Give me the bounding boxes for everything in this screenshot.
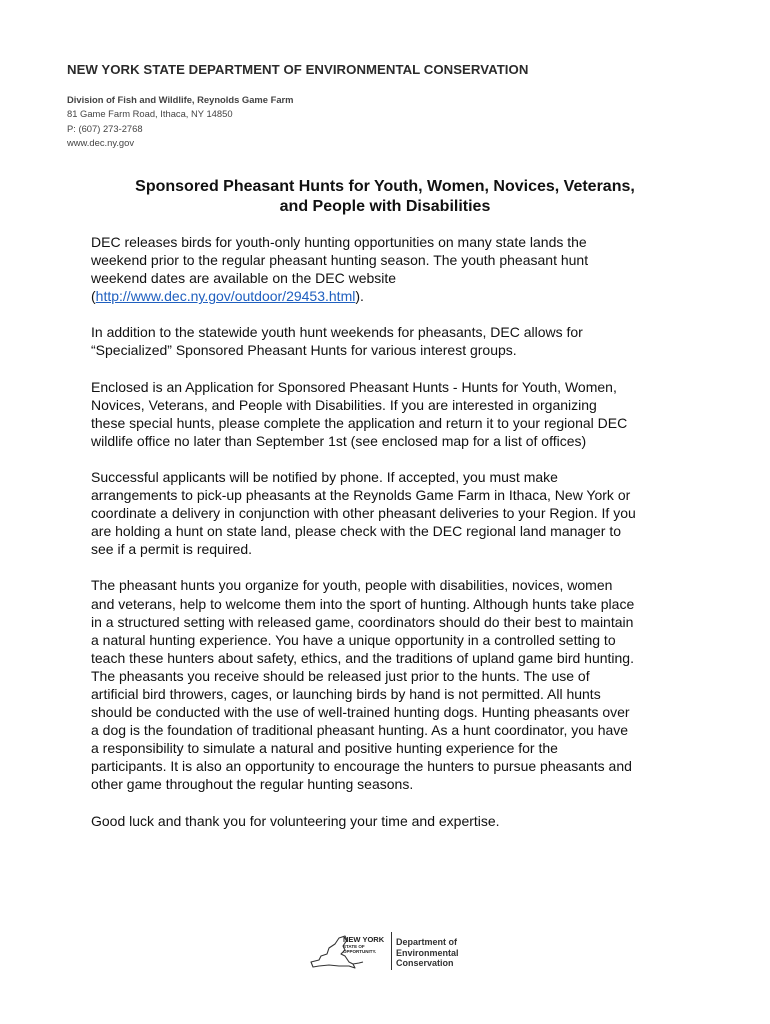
dec-footer-logo: [309, 930, 469, 974]
text-line: should be conducted with the use of well-trained hunting dogs. Hunting pheasants over: [91, 704, 630, 721]
text-line: a dog is the foundation of traditional pheasant hunting. As a hunt coordinator, you have: [91, 722, 629, 739]
text-line: weekend prior to the regular pheasant hunting season. The youth pheasant hunt: [91, 252, 589, 269]
dec-wordmark-line: Conservation: [396, 958, 454, 969]
paragraph-hunt-guidelines: [91, 576, 691, 793]
text-line: a natural hunting experience. You have a unique opportunity in a controlled setting to: [91, 631, 616, 648]
text-line: Good luck and thank you for volunteering your time and expertise.: [91, 812, 500, 829]
paragraph-closing: [91, 812, 691, 830]
division-name: Division of Fish and Wildlife, Reynolds Game Farm: [67, 94, 294, 105]
document-title: [90, 177, 680, 217]
text-line: The pheasant hunts you organize for youth, people with disabilities, novices, women: [91, 577, 613, 594]
text-line: The pheasants you receive should be released just prior to the hunts. The use of: [91, 667, 590, 684]
text-line: “Specialized” Sponsored Pheasant Hunts for various interest groups.: [91, 342, 517, 359]
title-line-2: and People with Disabilities: [279, 198, 491, 215]
website-text: www.dec.ny.gov: [67, 137, 135, 149]
paragraph-youth-hunts: [91, 233, 691, 305]
paren-close: ).: [355, 288, 364, 305]
text-line: wildlife office no later than September 1st (see enclosed map for a list of offices): [91, 432, 587, 449]
text-line: are holding a hunt on state land, please check with the DEC regional land manager to: [91, 523, 622, 540]
contact-block: [67, 93, 294, 151]
text-line: In addition to the statewide youth hunt weekends for pheasants, DEC allows for: [91, 324, 583, 341]
dec-wordmark-line: Department of: [396, 937, 458, 947]
logo-divider: [391, 932, 392, 970]
ny-state-wordmark: [343, 936, 384, 954]
phone-number: P: (607) 273-2768: [67, 122, 143, 134]
text-line: Novices, Veterans, and People with Disabilities. If you are interested in organizing: [91, 396, 597, 413]
text-line: arrangements to pick-up pheasants at the Reynolds Game Farm in Ithaca, New York or: [91, 487, 631, 504]
dec-website-link[interactable]: http://www.dec.ny.gov/outdoor/29453.html: [95, 288, 356, 305]
text-line: coordinate a delivery in conjunction with other pheasant deliveries to your Region. If you: [91, 505, 636, 522]
text-line: weekend dates are available on the DEC website: [91, 270, 397, 287]
text-line: participants. It is also an opportunity to encourage the hunters to pursue pheasants and: [91, 758, 632, 775]
text-line: see if a permit is required.: [91, 541, 253, 558]
text-line: a responsibility to simulate a natural and positive hunting experience for the: [91, 740, 558, 757]
agency-name: NEW YORK STATE DEPARTMENT OF ENVIRONMENTAL CONSERVATION: [67, 62, 529, 77]
text-line: Successful applicants will be notified by phone. If accepted, you must make: [91, 468, 558, 485]
text-line: and veterans, help to welcome them into the sport of hunting. Although hunts take place: [91, 595, 635, 612]
ny-wordmark-line: OPPORTUNITY.: [343, 949, 377, 954]
dec-wordmark-line: Environmental: [396, 947, 459, 958]
text-line: Enclosed is an Application for Sponsored Pheasant Hunts - Hunts for Youth, Women,: [91, 378, 617, 395]
paren-open: (: [91, 288, 96, 305]
document-body: [91, 233, 691, 848]
title-line-1: Sponsored Pheasant Hunts for Youth, Women, Novices, Veterans,: [135, 178, 635, 195]
text-line: teach these hunters about safety, ethics, and the traditions of upland game bird hunting.: [91, 649, 634, 666]
ny-wordmark-line: NEW YORK: [343, 935, 385, 944]
paragraph-specialized-hunts: [91, 323, 691, 359]
paragraph-application: [91, 378, 691, 450]
text-line: [91, 287, 691, 305]
text-line: these special hunts, please complete the application and return it to your regional DEC: [91, 414, 628, 431]
dec-wordmark: [396, 937, 459, 969]
text-line: in a structured setting with released game, coordinators should do their best to maintain: [91, 613, 634, 630]
text-line: artificial bird throwers, cages, or launching birds by hand is not permitted. All hunts: [91, 685, 601, 702]
ny-wordmark-line: STATE OF: [343, 944, 365, 949]
text-line: DEC releases birds for youth-only hunting opportunities on many state lands the: [91, 234, 587, 250]
street-address: 81 Game Farm Road, Ithaca, NY 14850: [67, 108, 233, 120]
paragraph-notification: [91, 468, 691, 558]
text-line: other game throughout the regular hunting seasons.: [91, 776, 414, 793]
